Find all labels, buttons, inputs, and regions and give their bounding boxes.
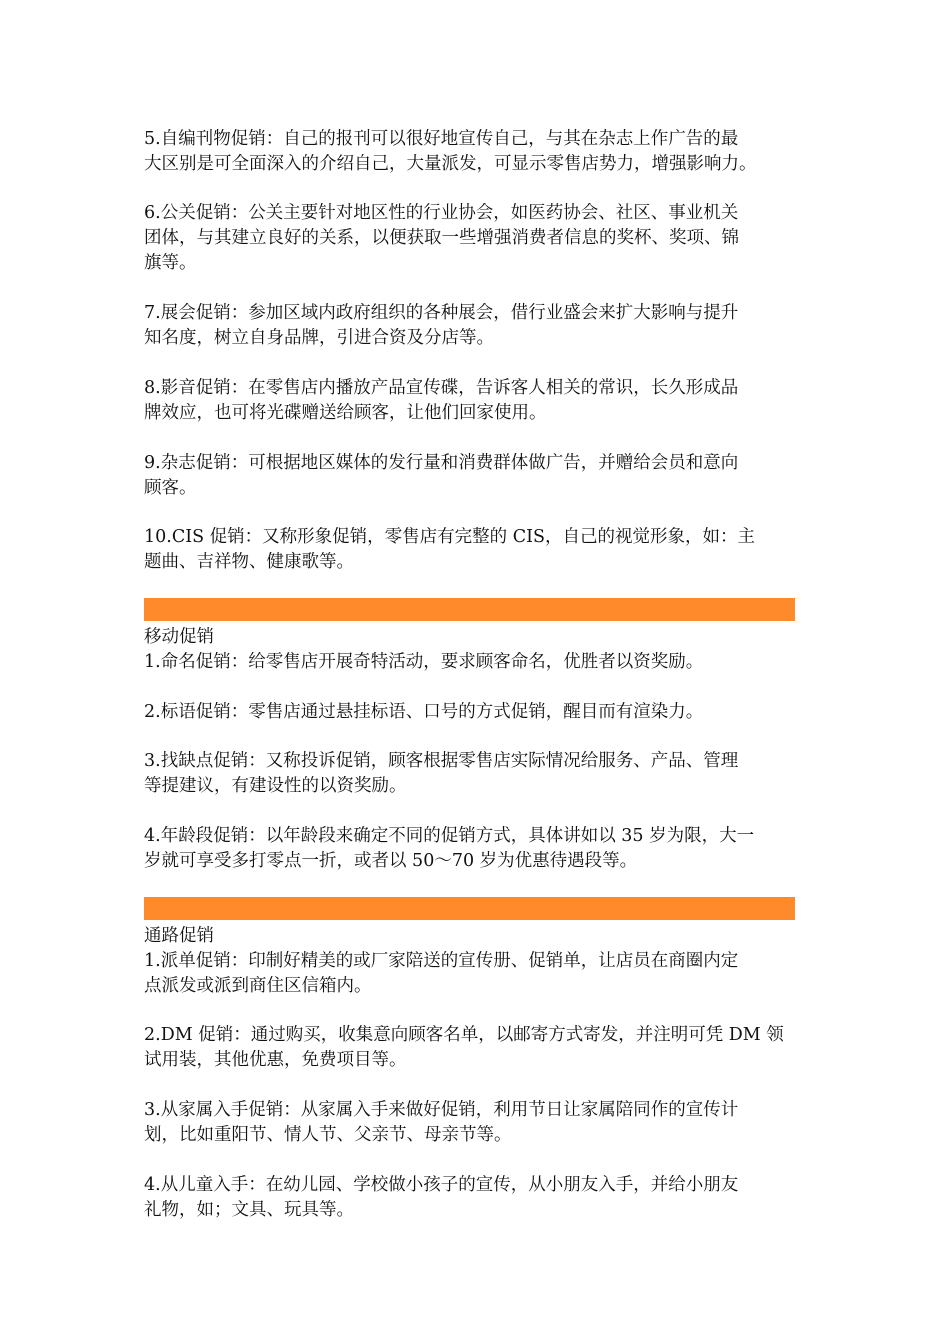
paragraph-line: 牌效应，也可将光碟赠送给顾客，让他们回家使用。 <box>144 403 547 423</box>
paragraph-line: 5.自编刊物促销：自己的报刊可以很好地宣传自己，与其在杂志上作广告的最 <box>144 129 739 149</box>
section-title-channel-promotion: 通路促销 <box>144 926 214 946</box>
paragraph-line: 顾客。 <box>144 478 197 498</box>
section-title-mobile-promotion: 移动促销 <box>144 627 214 647</box>
paragraph-line: 1.命名促销：给零售店开展奇特活动，要求顾客命名，优胜者以资奖励。 <box>144 652 704 672</box>
paragraph-self-publication-promotion <box>144 127 804 177</box>
paragraph-cis-promotion <box>144 525 804 575</box>
paragraph-exhibition-promotion <box>144 301 804 351</box>
paragraph-line: 10.CIS 促销：又称形象促销，零售店有完整的 CIS，自己的视觉形象，如：主 <box>144 527 756 547</box>
paragraph-naming-promotion <box>144 650 804 675</box>
paragraph-line: 1.派单促销：印制好精美的或厂家陪送的宣传册、促销单，让店员在商圈内定 <box>144 951 739 971</box>
paragraph-line: 岁就可享受多打零点一折，或者以 50～70 岁为优惠待遇段等。 <box>144 851 638 871</box>
paragraph-children-promotion <box>144 1173 804 1223</box>
paragraph-line: 题曲、吉祥物、健康歌等。 <box>144 552 354 572</box>
paragraph-find-faults-promotion <box>144 749 804 799</box>
paragraph-audio-video-promotion <box>144 376 804 426</box>
paragraph-family-promotion <box>144 1098 804 1148</box>
paragraph-line: 4.年龄段促销：以年龄段来确定不同的促销方式，具体讲如以 35 岁为限，大一 <box>144 826 755 846</box>
paragraph-line: 2.DM 促销：通过购买，收集意向顾客名单，以邮寄方式寄发，并注明可凭 DM 领 <box>144 1025 784 1045</box>
paragraph-line: 2.标语促销：零售店通过悬挂标语、口号的方式促销，醒目而有渲染力。 <box>144 702 704 722</box>
paragraph-leaflet-promotion <box>144 949 804 999</box>
paragraph-line: 大区别是可全面深入的介绍自己，大量派发，可显示零售店势力，增强影响力。 <box>144 154 757 174</box>
paragraph-line: 点派发或派到商住区信箱内。 <box>144 976 372 996</box>
paragraph-line: 8.影音促销：在零售店内播放产品宣传碟，告诉客人相关的常识，长久形成品 <box>144 378 739 398</box>
section-divider-bar <box>144 598 795 621</box>
paragraph-line: 划，比如重阳节、情人节、父亲节、母亲节等。 <box>144 1125 512 1145</box>
paragraph-line: 礼物，如；文具、玩具等。 <box>144 1200 354 1220</box>
paragraph-line: 6.公关促销：公关主要针对地区性的行业协会，如医药协会、社区、事业机关 <box>144 203 739 223</box>
paragraph-line: 7.展会促销：参加区域内政府组织的各种展会，借行业盛会来扩大影响与提升 <box>144 303 739 323</box>
paragraph-public-relations-promotion <box>144 201 804 276</box>
paragraph-line: 9.杂志促销：可根据地区媒体的发行量和消费群体做广告，并赠给会员和意向 <box>144 453 739 473</box>
paragraph-line: 3.从家属入手促销：从家属入手来做好促销，利用节日让家属陪同作的宣传计 <box>144 1100 739 1120</box>
paragraph-line: 试用装，其他优惠，免费项目等。 <box>144 1050 407 1070</box>
paragraph-line: 知名度，树立自身品牌，引进合资及分店等。 <box>144 328 494 348</box>
paragraph-line: 团体，与其建立良好的关系，以便获取一些增强消费者信息的奖杯、奖项、锦 <box>144 228 739 248</box>
paragraph-line: 旗等。 <box>144 253 197 273</box>
paragraph-line: 4.从儿童入手：在幼儿园、学校做小孩子的宣传，从小朋友入手，并给小朋友 <box>144 1175 739 1195</box>
section-divider-bar <box>144 897 795 920</box>
paragraph-line: 3.找缺点促销：又称投诉促销，顾客根据零售店实际情况给服务、产品、管理 <box>144 751 739 771</box>
paragraph-magazine-promotion <box>144 451 804 501</box>
paragraph-age-group-promotion <box>144 824 804 874</box>
paragraph-line: 等提建议，有建设性的以资奖励。 <box>144 776 407 796</box>
paragraph-slogan-promotion <box>144 700 804 725</box>
paragraph-dm-promotion <box>144 1023 804 1073</box>
